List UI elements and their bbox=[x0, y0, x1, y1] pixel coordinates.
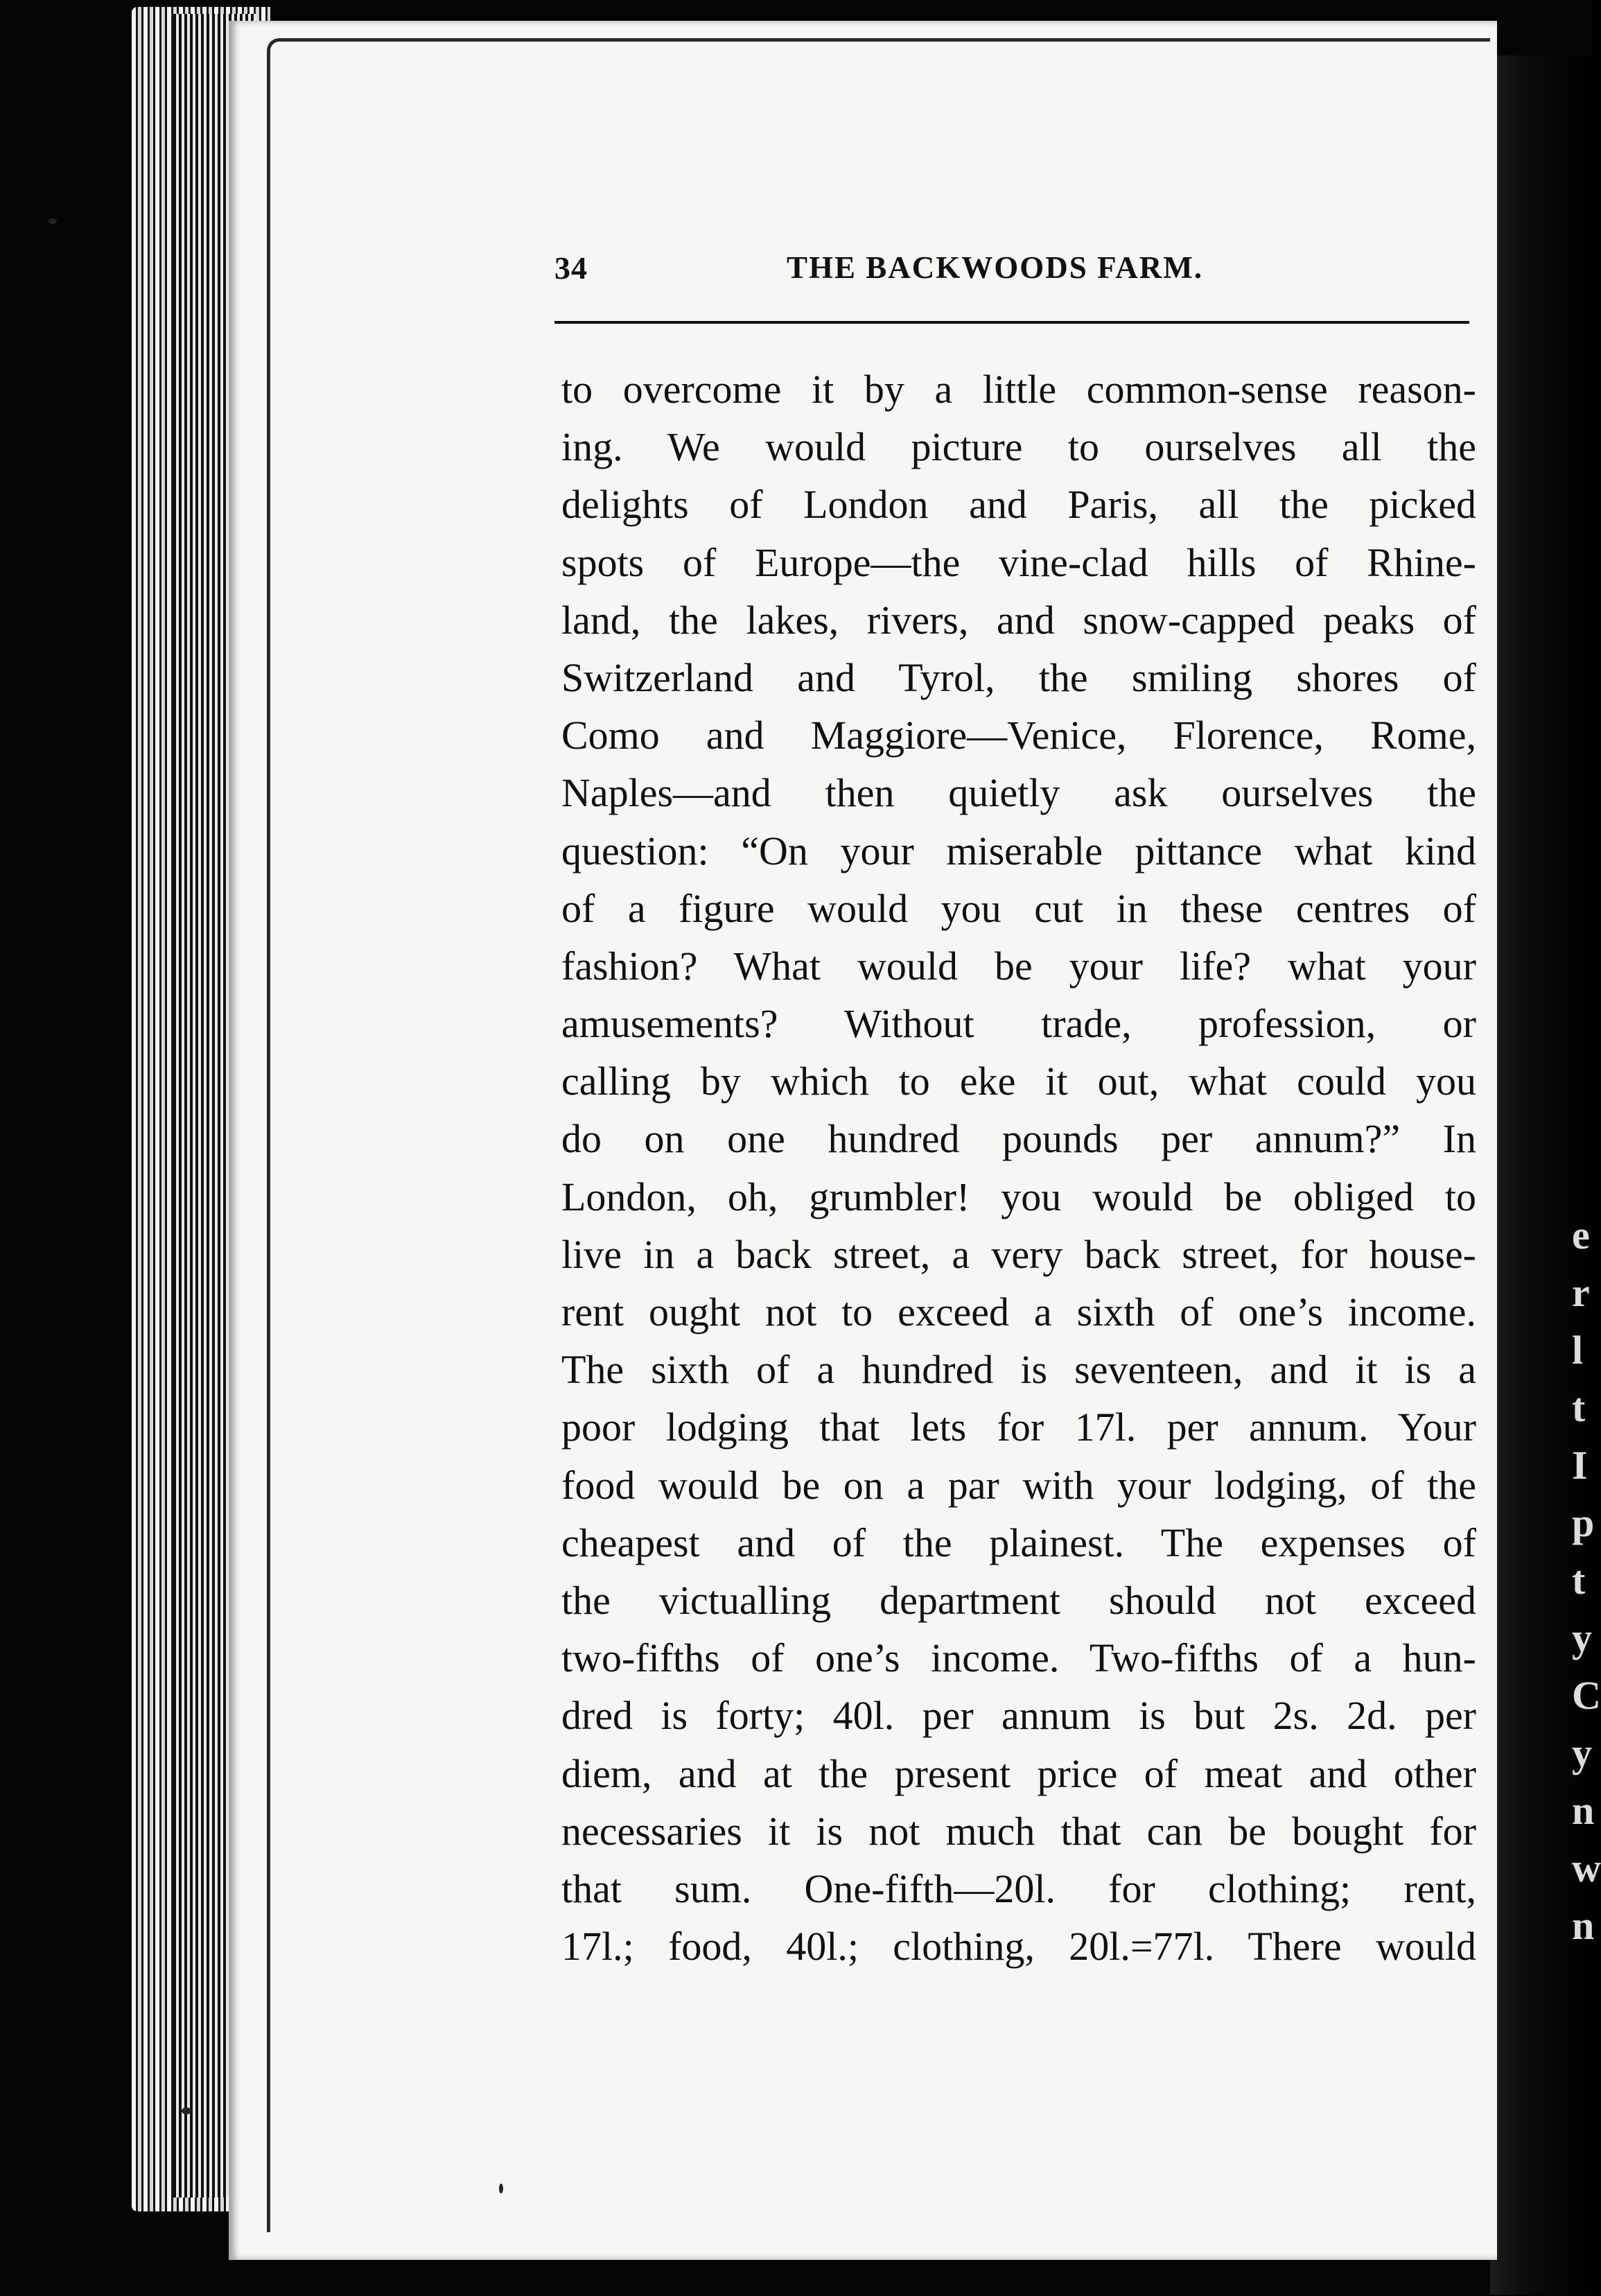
text-line: cheapest and of the plainest. The expenses of bbox=[561, 1520, 1476, 1565]
text-line: amusements? Without trade, profession, or bbox=[561, 1001, 1476, 1047]
scan-speck bbox=[499, 2184, 503, 2193]
gutter-shadow bbox=[1490, 55, 1601, 2295]
neighbor-fragment: e bbox=[1572, 1212, 1590, 1258]
text-line: the victualling department should not exceed bbox=[561, 1577, 1476, 1623]
text-line: food would be on a par with your lodging, of the bbox=[561, 1462, 1476, 1508]
text-line: that sum. One-fifth—20l. for clothing; rent, bbox=[561, 1866, 1476, 1911]
neighbor-fragment: w bbox=[1572, 1845, 1601, 1890]
text-line: do on one hundred pounds per annum?” In bbox=[561, 1116, 1476, 1162]
neighbor-fragment: I bbox=[1572, 1443, 1588, 1488]
text-line: of a figure would you cut in these centres of bbox=[561, 885, 1476, 931]
text-line: Switzerland and Tyrol, the smiling shores of bbox=[561, 654, 1476, 700]
text-line: live in a back street, a very back street, for house- bbox=[561, 1231, 1476, 1277]
header-rule bbox=[554, 321, 1469, 324]
text-line: London, oh, grumbler! you would be obliged to bbox=[561, 1174, 1476, 1219]
text-line: The sixth of a hundred is seventeen, and it is a bbox=[561, 1347, 1476, 1393]
text-line: 17l.; food, 40l.; clothing, 20l.=77l. There would bbox=[561, 1924, 1476, 1969]
text-line: ing. We would picture to ourselves all the bbox=[561, 424, 1476, 470]
text-line: Como and Maggiore—Venice, Florence, Rome, bbox=[561, 713, 1476, 758]
text-line: dred is forty; 40l. per annum is but 2s. 2d. per bbox=[561, 1693, 1476, 1739]
neighbor-fragment: n bbox=[1572, 1903, 1595, 1948]
text-line: land, the lakes, rivers, and snow-capped peaks of bbox=[561, 597, 1476, 643]
text-line: diem, and at the present price of meat and other bbox=[561, 1750, 1476, 1796]
text-line: question: “On your miserable pittance what kind bbox=[561, 828, 1476, 873]
neighbor-fragment: p bbox=[1572, 1500, 1595, 1545]
scan-speck bbox=[182, 2107, 191, 2114]
text-line: fashion? What would be your life? what your bbox=[561, 943, 1476, 989]
neighbor-fragment: y bbox=[1572, 1730, 1592, 1775]
text-line: calling by which to eke it out, what could you bbox=[561, 1059, 1476, 1104]
text-line: Naples—and then quietly ask ourselves the bbox=[561, 770, 1476, 816]
neighbor-fragment: n bbox=[1572, 1788, 1595, 1833]
running-title: THE BACKWOODS FARM. bbox=[787, 250, 1203, 285]
text-line: to overcome it by a little common-sense reason- bbox=[561, 367, 1476, 412]
text-line: two-fifths of one’s income. Two-fifths of a hun- bbox=[561, 1635, 1476, 1681]
neighbor-fragment: y bbox=[1572, 1615, 1592, 1660]
text-line: rent ought not to exceed a sixth of one’s income. bbox=[561, 1289, 1476, 1334]
text-line: poor lodging that lets for 17l. per annum. Your bbox=[561, 1404, 1476, 1450]
text-line: spots of Europe—the vine-clad hills of Rhine- bbox=[561, 539, 1476, 585]
neighbor-page-fragments bbox=[1572, 1206, 1601, 1954]
neighbor-fragment: t bbox=[1572, 1558, 1586, 1603]
neighbor-fragment: l bbox=[1572, 1328, 1584, 1373]
running-header bbox=[554, 250, 1476, 298]
neighbor-fragment: t bbox=[1572, 1385, 1586, 1430]
text-line: necessaries it is not much that can be bought for bbox=[561, 1808, 1476, 1854]
neighbor-fragment: r bbox=[1572, 1270, 1590, 1315]
body-text bbox=[561, 360, 1476, 1975]
neighbor-fragment: C bbox=[1572, 1673, 1601, 1718]
page-number: 34 bbox=[554, 250, 588, 286]
scan-speck bbox=[49, 218, 57, 224]
text-line: delights of London and Paris, all the picked bbox=[561, 482, 1476, 528]
